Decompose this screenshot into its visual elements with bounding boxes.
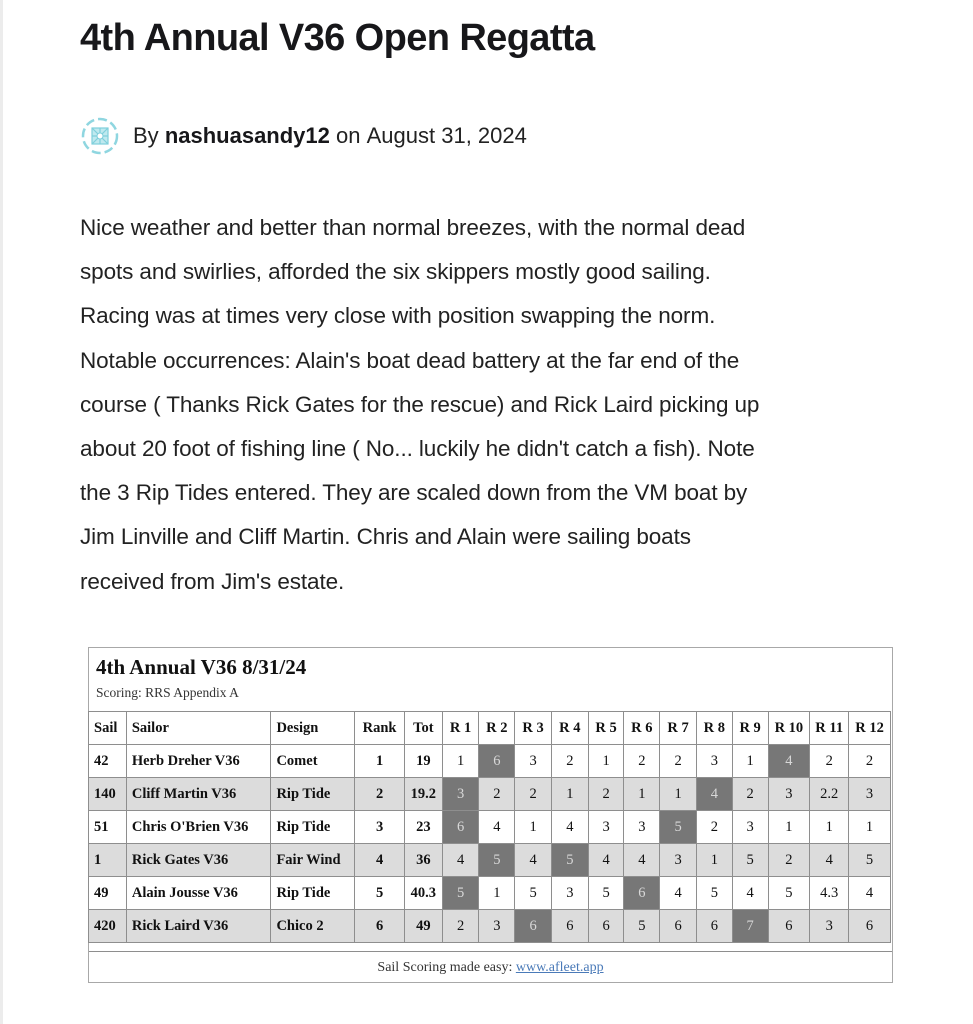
- table-header-row: [89, 712, 891, 745]
- race-score-cell: 1: [768, 811, 810, 844]
- race-score-cell: 5: [515, 877, 552, 910]
- race-score-cell: 4: [551, 811, 588, 844]
- race-score-cell: 5: [624, 910, 660, 943]
- body-line: Racing was at times very close with position swapping the norm.: [80, 303, 716, 329]
- race-score-cell: 2: [515, 778, 552, 811]
- rank-cell: 4: [355, 844, 405, 877]
- race-score-cell: 2: [810, 745, 849, 778]
- footer-text: Sail Scoring made easy:: [377, 960, 513, 975]
- col-header-race: R 7: [660, 712, 697, 745]
- design-cell: Fair Wind: [271, 844, 355, 877]
- race-score-cell: 2: [660, 745, 697, 778]
- race-score-cell: 2: [624, 745, 660, 778]
- post-date: August 31, 2024: [366, 123, 527, 148]
- race-score-cell-dropped: 5: [660, 811, 697, 844]
- race-score-cell: 1: [624, 778, 660, 811]
- race-score-cell-dropped: 3: [442, 778, 479, 811]
- col-header-tot: Tot: [404, 712, 442, 745]
- race-score-cell: 3: [624, 811, 660, 844]
- race-score-cell: 4: [588, 844, 624, 877]
- race-score-cell-dropped: 6: [442, 811, 479, 844]
- sail-cell: 42: [89, 745, 127, 778]
- post-title: 4th Annual V36 Open Regatta: [80, 17, 595, 59]
- race-score-cell: 1: [551, 778, 588, 811]
- col-header-race: R 2: [479, 712, 515, 745]
- race-score-cell: 3: [768, 778, 810, 811]
- race-score-cell-dropped: 6: [515, 910, 552, 943]
- race-score-cell: 2: [588, 778, 624, 811]
- sailor-cell: Rick Gates V36: [126, 844, 271, 877]
- col-header-sailor: Sailor: [126, 712, 271, 745]
- design-cell: Rip Tide: [271, 811, 355, 844]
- body-line: Notable occurrences: Alain's boat dead battery at the far end of the: [80, 347, 740, 373]
- race-score-cell: 2: [849, 745, 891, 778]
- table-row: [89, 811, 891, 844]
- afleet-link[interactable]: www.afleet.app: [515, 960, 604, 975]
- body-line: Nice weather and better than normal breezes, with the normal dead: [80, 215, 746, 240]
- rank-cell: 5: [355, 877, 405, 910]
- body-line: Jim Linville and Cliff Martin. Chris and Alain were sailing boats: [80, 524, 691, 550]
- body-line: the 3 Rip Tides entered. They are scaled down from the VM boat by: [80, 480, 748, 506]
- col-header-race: R 12: [849, 712, 891, 745]
- race-score-cell: 1: [810, 811, 849, 844]
- body-line: received from Jim's estate.: [80, 568, 345, 594]
- col-header-race: R 5: [588, 712, 624, 745]
- race-score-cell: 2: [551, 745, 588, 778]
- race-score-cell: 1: [515, 811, 552, 844]
- race-score-cell: 2: [768, 844, 810, 877]
- race-score-cell: 3: [515, 745, 552, 778]
- race-score-cell: 1: [732, 745, 768, 778]
- body-line: spots and swirlies, afforded the six skippers mostly good sailing.: [80, 259, 711, 285]
- date-prefix: on: [336, 123, 361, 148]
- race-score-cell: 6: [660, 910, 697, 943]
- race-score-cell-dropped: 4: [696, 778, 732, 811]
- design-cell: Chico 2: [271, 910, 355, 943]
- scoring-system: Scoring: RRS Appendix A: [96, 685, 239, 700]
- design-cell: Comet: [271, 745, 355, 778]
- race-score-cell: 6: [849, 910, 891, 943]
- table-row: [89, 745, 891, 778]
- race-score-cell: 4: [442, 844, 479, 877]
- sail-cell: 1: [89, 844, 127, 877]
- race-score-cell: 3: [849, 778, 891, 811]
- sailor-cell: Herb Dreher V36: [126, 745, 271, 778]
- race-score-cell: 6: [696, 910, 732, 943]
- table-row: [89, 910, 891, 943]
- rank-cell: 1: [355, 745, 405, 778]
- col-header-sail: Sail: [89, 712, 127, 745]
- col-header-design: Design: [271, 712, 355, 745]
- race-score-cell: 3: [810, 910, 849, 943]
- sailor-cell: Cliff Martin V36: [126, 778, 271, 811]
- col-header-race: R 1: [442, 712, 479, 745]
- race-score-cell: 3: [732, 811, 768, 844]
- race-score-cell: 2.2: [810, 778, 849, 811]
- results-image: [88, 647, 893, 983]
- table-row: [89, 877, 891, 910]
- col-header-race: R 6: [624, 712, 660, 745]
- race-score-cell: 1: [479, 877, 515, 910]
- race-score-cell: 5: [849, 844, 891, 877]
- post-body: [80, 206, 920, 604]
- race-score-cell: 4: [479, 811, 515, 844]
- byline-prefix: By: [133, 123, 159, 148]
- race-score-cell: 5: [768, 877, 810, 910]
- race-score-cell-dropped: 5: [479, 844, 515, 877]
- total-cell: 40.3: [404, 877, 442, 910]
- race-score-cell-dropped: 7: [732, 910, 768, 943]
- sail-cell: 49: [89, 877, 127, 910]
- race-score-cell: 3: [660, 844, 697, 877]
- race-score-cell: 5: [696, 877, 732, 910]
- total-cell: 19: [404, 745, 442, 778]
- design-cell: Rip Tide: [271, 877, 355, 910]
- race-score-cell: 3: [588, 811, 624, 844]
- race-score-cell: 3: [696, 745, 732, 778]
- race-score-cell: 4: [732, 877, 768, 910]
- race-score-cell: 1: [696, 844, 732, 877]
- page-edge: [0, 0, 3, 1024]
- race-score-cell-dropped: 5: [551, 844, 588, 877]
- race-score-cell: 4.3: [810, 877, 849, 910]
- race-score-cell: 6: [551, 910, 588, 943]
- race-score-cell: 6: [768, 910, 810, 943]
- post-byline: [80, 116, 527, 156]
- results-footer: [89, 951, 892, 984]
- race-score-cell: 3: [479, 910, 515, 943]
- race-score-cell: 2: [442, 910, 479, 943]
- quilt-pattern-avatar-icon[interactable]: [80, 116, 120, 156]
- race-score-cell: 2: [696, 811, 732, 844]
- race-score-cell: 1: [660, 778, 697, 811]
- table-row: [89, 778, 891, 811]
- design-cell: Rip Tide: [271, 778, 355, 811]
- race-score-cell: 4: [624, 844, 660, 877]
- race-score-cell: 1: [849, 811, 891, 844]
- race-score-cell-dropped: 6: [624, 877, 660, 910]
- sail-cell: 140: [89, 778, 127, 811]
- race-score-cell: 5: [732, 844, 768, 877]
- race-score-cell-dropped: 5: [442, 877, 479, 910]
- race-score-cell: 1: [588, 745, 624, 778]
- col-header-race: R 4: [551, 712, 588, 745]
- results-table: [88, 711, 891, 943]
- sailor-cell: Chris O'Brien V36: [126, 811, 271, 844]
- total-cell: 19.2: [404, 778, 442, 811]
- rank-cell: 6: [355, 910, 405, 943]
- race-score-cell: 4: [849, 877, 891, 910]
- race-score-cell: 5: [588, 877, 624, 910]
- rank-cell: 2: [355, 778, 405, 811]
- col-header-race: R 10: [768, 712, 810, 745]
- race-score-cell: 4: [810, 844, 849, 877]
- col-header-rank: Rank: [355, 712, 405, 745]
- race-score-cell: 4: [515, 844, 552, 877]
- col-header-race: R 9: [732, 712, 768, 745]
- total-cell: 23: [404, 811, 442, 844]
- body-line: course ( Thanks Rick Gates for the rescue) and Rick Laird picking up: [80, 391, 760, 417]
- total-cell: 49: [404, 910, 442, 943]
- race-score-cell: 6: [588, 910, 624, 943]
- sail-cell: 420: [89, 910, 127, 943]
- table-row: [89, 844, 891, 877]
- race-score-cell: 4: [660, 877, 697, 910]
- col-header-race: R 11: [810, 712, 849, 745]
- col-header-race: R 8: [696, 712, 732, 745]
- race-score-cell-dropped: 6: [479, 745, 515, 778]
- race-score-cell: 3: [551, 877, 588, 910]
- total-cell: 36: [404, 844, 442, 877]
- race-score-cell-dropped: 4: [768, 745, 810, 778]
- results-table-body: [89, 745, 891, 943]
- results-title: 4th Annual V36 8/31/24: [96, 655, 307, 679]
- col-header-race: R 3: [515, 712, 552, 745]
- sailor-cell: Alain Jousse V36: [126, 877, 271, 910]
- race-score-cell: 1: [442, 745, 479, 778]
- author-link[interactable]: nashuasandy12: [164, 123, 330, 148]
- race-score-cell: 2: [479, 778, 515, 811]
- rank-cell: 3: [355, 811, 405, 844]
- body-line: about 20 foot of fishing line ( No... luckily he didn't catch a fish). Note: [80, 436, 755, 462]
- sail-cell: 51: [89, 811, 127, 844]
- sailor-cell: Rick Laird V36: [126, 910, 271, 943]
- race-score-cell: 2: [732, 778, 768, 811]
